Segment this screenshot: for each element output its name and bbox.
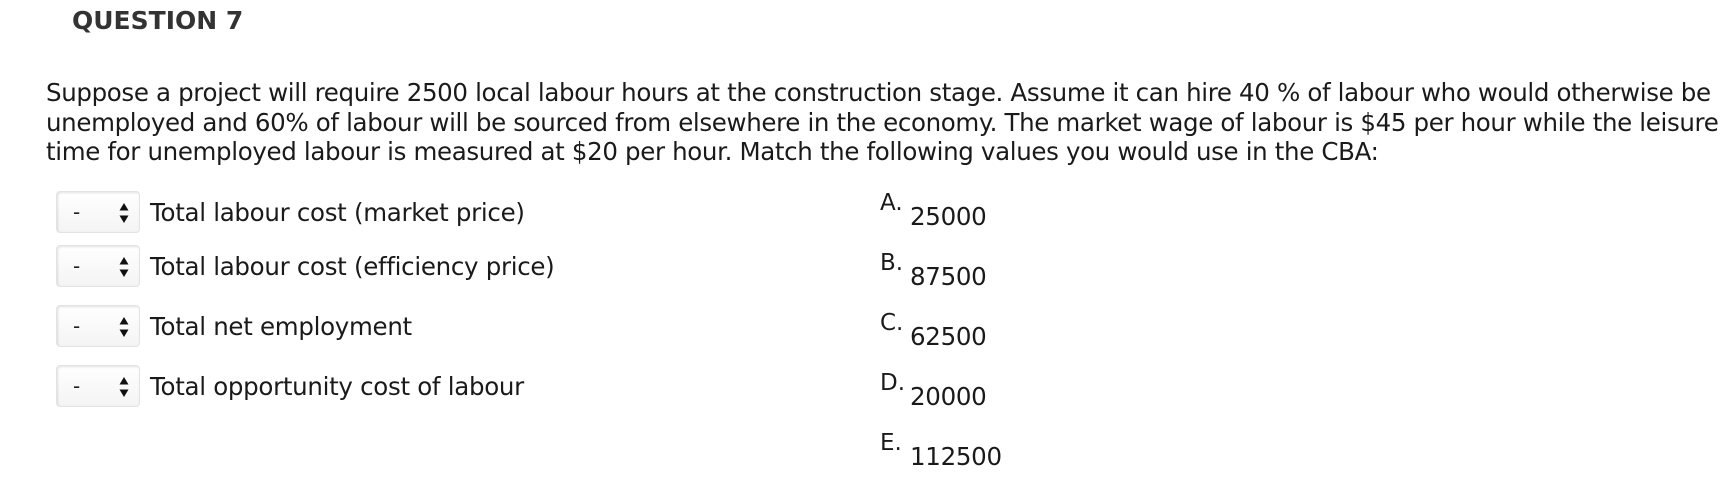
question-text: Suppose a project will require 2500 local labour hours at the construction stage. Assume it can hire 40 % of labour who would otherwise be unemployed and 60% of labour will be sourced from elsewhere in the economy. The market wage of labour is $45 per hour while the leisure time for unemployed labour is measured at $20 per hour. Match the following values you would use in the CBA: — [46, 78, 1719, 166]
match-row-3 — [56, 304, 412, 348]
answer-letter: D. — [880, 370, 906, 396]
match-row-2 — [56, 244, 554, 288]
answer-value: 25000 — [910, 202, 987, 231]
answer-value: 112500 — [910, 442, 1002, 471]
match-select-2[interactable] — [56, 245, 140, 287]
select-value: - — [73, 254, 81, 278]
match-select-3[interactable] — [56, 305, 140, 347]
answer-letter: E. — [880, 430, 902, 456]
answer-letter: A. — [880, 190, 903, 216]
match-label-3: Total net employment — [150, 311, 412, 341]
question-title: QUESTION 7 — [72, 6, 244, 35]
answer-letter: B. — [880, 250, 904, 276]
match-label-2: Total labour cost (efficiency price) — [150, 251, 555, 281]
up-down-arrows-icon — [119, 202, 129, 224]
answer-value: 87500 — [910, 262, 987, 291]
up-down-arrows-icon — [119, 376, 129, 398]
match-select-4[interactable] — [56, 365, 140, 407]
match-select-1[interactable] — [56, 191, 140, 233]
up-down-arrows-icon — [119, 316, 129, 338]
answer-value: 62500 — [910, 322, 987, 351]
up-down-arrows-icon — [119, 256, 129, 278]
match-label-4: Total opportunity cost of labour — [150, 371, 524, 401]
select-value: - — [73, 374, 81, 398]
select-value: - — [73, 314, 81, 338]
match-label-1: Total labour cost (market price) — [150, 197, 525, 227]
select-value: - — [73, 200, 81, 224]
answer-letter: C. — [880, 310, 904, 336]
match-row-4 — [56, 364, 524, 408]
match-row-1 — [56, 190, 525, 234]
answer-value: 20000 — [910, 382, 987, 411]
